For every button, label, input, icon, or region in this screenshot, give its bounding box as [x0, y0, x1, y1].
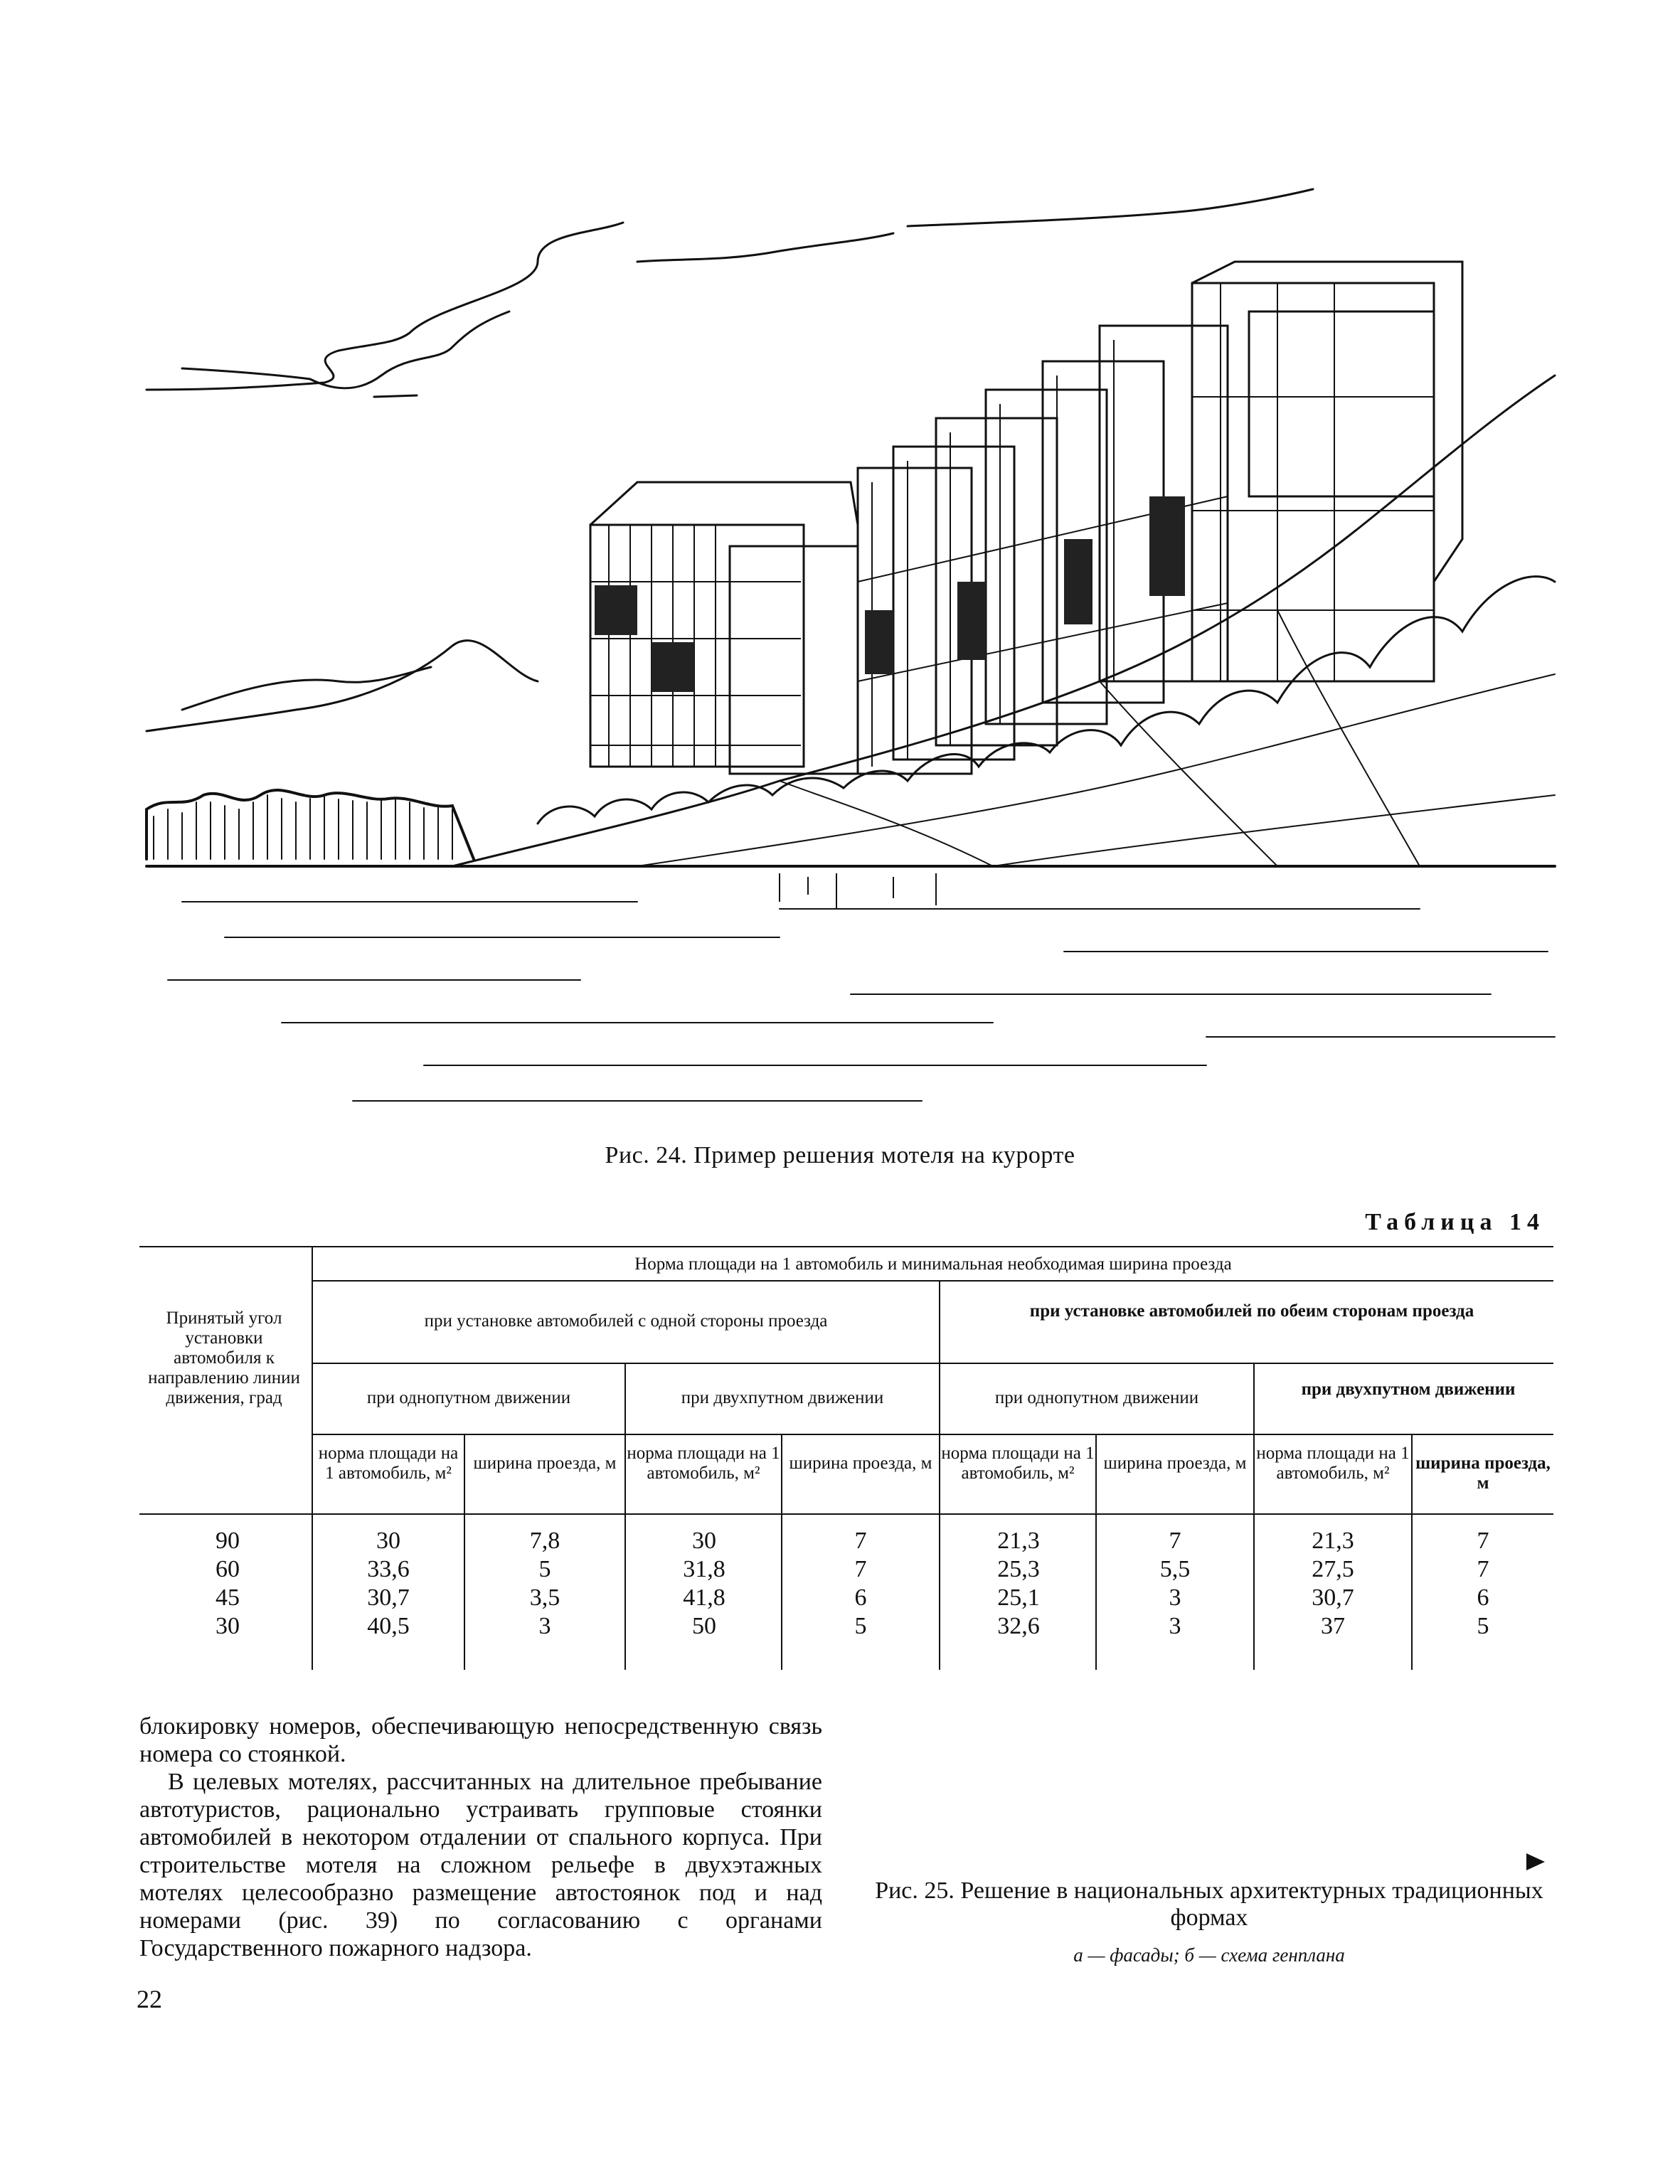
cloud-line	[908, 189, 1313, 226]
treeline-hatch	[154, 795, 452, 859]
table-cell: 30,7	[367, 1584, 410, 1611]
table-cell: 50	[692, 1613, 716, 1639]
shrubs	[538, 577, 1555, 824]
table-cell: 7,8	[529, 1528, 560, 1554]
table-title: Таблица 14	[1365, 1209, 1545, 1235]
table-cell: 21,3	[997, 1528, 1040, 1554]
page-number: 22	[137, 1985, 162, 2013]
table-cell-angle: 45	[216, 1584, 240, 1611]
hill-line	[147, 641, 538, 731]
table-cell: 5	[1477, 1613, 1489, 1639]
table-cell: 3,5	[529, 1584, 560, 1611]
header-two-way-1: при двухпутном движении	[681, 1388, 884, 1407]
paragraph: В целевых мотелях, рассчитанных на длительное пребывание автотуристов, рационально устраивать групповые стоянки автомобилей в некотором отдалении от спального корпуса. При строительстве мотеля на сложном рельефе в двухэтажных мотелях целесообразно размещение автостоянок под и над номерами (рис. 39) по согласованию с органами Государственного пожарного надзора.	[139, 1769, 822, 1961]
table-cell: 3	[1169, 1613, 1181, 1639]
table-cell: 3	[538, 1613, 551, 1639]
table-cell-angle: 90	[216, 1528, 240, 1554]
table-cell: 7	[1477, 1528, 1489, 1554]
header-top: Норма площади на 1 автомобиль и минимальная необходимая ширина проезда	[634, 1255, 1232, 1274]
figure-25-subcaption: а — фасады; б — схема генплана	[1073, 1944, 1345, 1966]
header-area-2: норма площади на 1 автомобиль, м²	[627, 1444, 780, 1483]
header-width-3: ширина проезда, м	[1103, 1454, 1247, 1473]
arrow-right-icon	[1526, 1853, 1545, 1870]
header-area-3: норма площади на 1 автомобиль, м²	[941, 1444, 1095, 1483]
motel-block-left	[590, 525, 804, 767]
table-cell-angle: 60	[216, 1556, 240, 1582]
hill-line	[182, 667, 431, 710]
table-cell: 40,5	[367, 1613, 410, 1639]
header-area-4: норма площади на 1 автомобиль, м²	[1256, 1444, 1410, 1483]
table-cell: 37	[1321, 1613, 1345, 1639]
figure-24-caption: Рис. 24. Пример решения мотеля на курорте	[605, 1142, 1075, 1168]
table-cell: 7	[854, 1556, 867, 1582]
table-cell: 30,7	[1312, 1584, 1354, 1611]
table-cell: 32,6	[997, 1613, 1040, 1639]
table-cell: 5,5	[1159, 1556, 1191, 1582]
table-cell: 30	[692, 1528, 716, 1554]
table-cell: 7	[1477, 1556, 1489, 1582]
table-cell: 7	[1169, 1528, 1181, 1554]
table-cell: 27,5	[1312, 1556, 1354, 1582]
header-width-4: ширина проезда, м	[1415, 1454, 1551, 1493]
table-cell: 6	[1477, 1584, 1489, 1611]
figure-25-caption: Рис. 25. Решение в национальных архитектурных традиционных формах	[875, 1877, 1543, 1931]
table-cell-angle: 30	[216, 1613, 240, 1639]
body-text	[139, 1712, 822, 1962]
table-cell: 31,8	[683, 1556, 725, 1582]
header-width-2: ширина проезда, м	[789, 1454, 932, 1473]
cloud-line	[637, 233, 893, 262]
paragraph: блокировку номеров, обеспечивающую непосредственную связь номера со стоянкой.	[139, 1713, 822, 1767]
table-cell: 6	[854, 1584, 867, 1611]
table-cell: 21,3	[1312, 1528, 1354, 1554]
table-cell: 25,3	[997, 1556, 1040, 1582]
header-one-way-1: при однопутном движении	[366, 1388, 571, 1407]
table-cell: 30	[376, 1528, 400, 1554]
header-area-1: норма площади на 1 автомобиль, м²	[318, 1444, 459, 1483]
motel-illustration	[139, 183, 1562, 1129]
table-cell: 5	[538, 1556, 551, 1582]
table-cell: 5	[854, 1613, 867, 1639]
table-cell: 33,6	[367, 1556, 410, 1582]
table-cell: 7	[854, 1528, 867, 1554]
header-two-way-2: при двухпутном движении	[1301, 1380, 1516, 1399]
table-cell: 25,1	[997, 1584, 1040, 1611]
header-angle: Принятый угол установки автомобиля к направлению линии движения, град	[148, 1309, 300, 1407]
header-both-sides: при установке автомобилей по обеим сторонам проезда	[1029, 1301, 1474, 1321]
table-cell: 41,8	[683, 1584, 725, 1611]
header-one-way-2: при однопутном движении	[994, 1388, 1199, 1407]
header-width-1: ширина проезда, м	[473, 1454, 617, 1473]
cloud-line	[374, 395, 417, 397]
table-cell: 3	[1169, 1584, 1181, 1611]
cloud-line	[147, 223, 623, 390]
header-one-side: при установке автомобилей с одной стороны проезда	[424, 1311, 828, 1331]
